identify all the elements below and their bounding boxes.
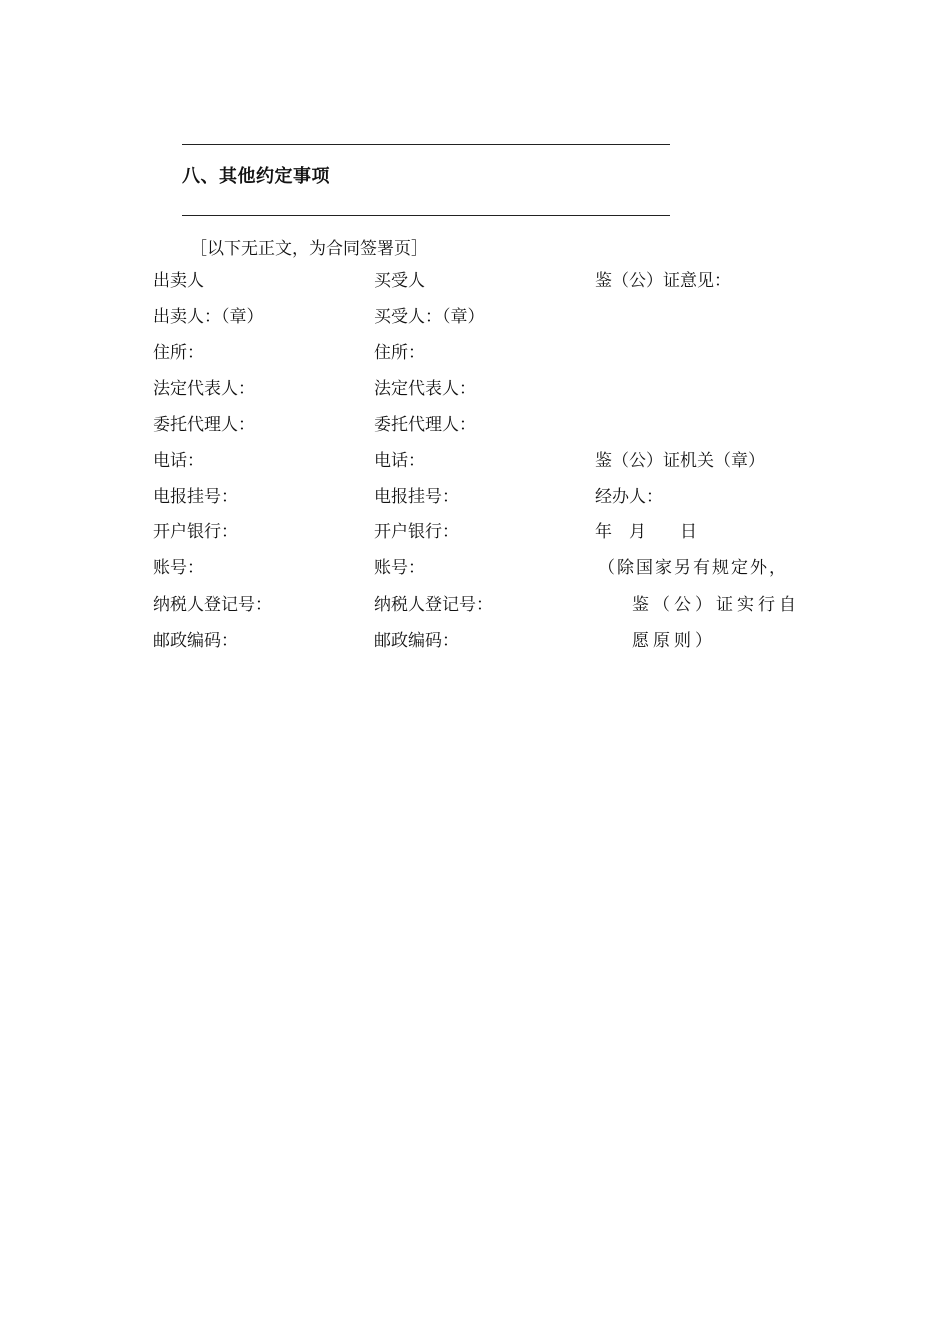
seller-legal-rep-label: 法定代表人： (153, 379, 255, 399)
buyer-seal: 买受人：（章） (374, 307, 485, 327)
seller-bank-label: 开户银行： (153, 522, 238, 542)
seller-agent-label: 委托代理人： (153, 415, 255, 435)
notary-remark-line-2: 鉴（公）证实行自 (632, 595, 800, 615)
notary-opinion-label: 鉴（公）证意见： (595, 271, 731, 291)
buyer-address-label: 住所： (374, 343, 425, 363)
buyer-legal-rep-label: 法定代表人： (374, 379, 476, 399)
seller-address-label: 住所： (153, 343, 204, 363)
seller-title: 出卖人 (153, 271, 204, 291)
seller-account-label: 账号： (153, 558, 204, 578)
notary-handler-label: 经办人： (595, 487, 663, 507)
buyer-title: 买受人 (374, 271, 425, 291)
seller-phone-label: 电话： (153, 451, 204, 471)
buyer-phone-label: 电话： (374, 451, 425, 471)
buyer-tax-id-label: 纳税人登记号： (374, 595, 493, 615)
notary-date: 年 月 日 (595, 522, 697, 542)
buyer-telegram-label: 电报挂号： (374, 487, 459, 507)
seller-tax-id-label: 纳税人登记号： (153, 595, 272, 615)
notary-authority-seal: 鉴（公）证机关（章） (595, 451, 765, 471)
notary-remark-line-3: 愿原则） (632, 631, 716, 651)
notary-remark-line-1: （除国家另有规定外， (598, 558, 788, 578)
buyer-bank-label: 开户银行： (374, 522, 459, 542)
buyer-postcode-label: 邮政编码： (374, 631, 459, 651)
buyer-agent-label: 委托代理人： (374, 415, 476, 435)
blank-line-top (182, 144, 670, 145)
blank-line-bottom (182, 215, 670, 216)
seller-telegram-label: 电报挂号： (153, 487, 238, 507)
section-heading: 八、其他约定事项 (182, 166, 330, 187)
seller-seal: 出卖人：（章） (153, 307, 264, 327)
no-text-note: ［以下无正文，为合同签署页］ (190, 239, 428, 259)
seller-postcode-label: 邮政编码： (153, 631, 238, 651)
buyer-account-label: 账号： (374, 558, 425, 578)
